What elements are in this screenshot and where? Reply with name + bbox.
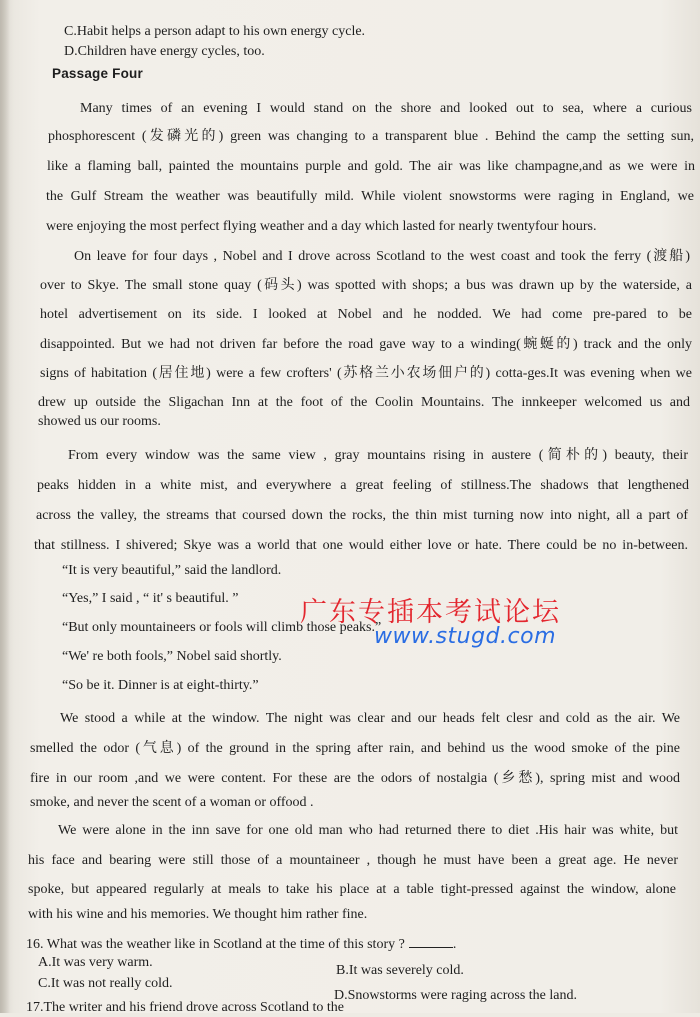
dialogue-line-1: “It is very beautiful,” said the landlord. xyxy=(62,563,282,578)
p5-line-4: with his wine and his memories. We thought him rather fine. xyxy=(28,907,368,922)
p2-line-2: over to Skye. The small stone quay (码头) was spotted with shops; a bus was drawn up by the waterside, a xyxy=(40,278,692,293)
p4-line-4: smoke, and never the scent of a woman or offood . xyxy=(30,795,314,810)
dialogue-line-2: “Yes,” I said , “ it' s beautiful. ” xyxy=(62,591,239,606)
p1-line-4: the Gulf Stream the weather was beautifully mild. While violent snowstorms were raging in England, we xyxy=(46,189,694,204)
p2-line-7: showed us our rooms. xyxy=(38,414,161,429)
question-16-stem xyxy=(26,935,456,954)
p3-line-4: that stillness. I shivered; Skye was a world that one would either love or hate. There could be no in-between. xyxy=(34,538,688,553)
p2-line-5: signs of habitation (居住地) were a few crofters' (苏格兰小农场佃户的) cotta-ges.It was evening when we xyxy=(40,366,692,381)
p5-line-3: spoke, but appeared regularly at meals to take his place at a table tight-pressed against the window, alone xyxy=(28,882,676,897)
option-d-previous: D.Children have energy cycles, too. xyxy=(64,44,265,59)
dialogue-line-5: “So be it. Dinner is at eight-thirty.” xyxy=(62,678,259,693)
dialogue-line-4: “We' re both fools,” Nobel said shortly. xyxy=(62,649,282,664)
p4-line-1: We stood a while at the window. The night was clear and our heads felt clesr and cold as the air. We xyxy=(60,711,680,726)
p5-line-1: We were alone in the inn save for one old man who had returned there to diet .His hair was white, but xyxy=(58,823,678,838)
question-16-end: . xyxy=(452,937,457,952)
question-16-option-c: C.It was not really cold. xyxy=(38,976,173,991)
option-c-previous: C.Habit helps a person adapt to his own energy cycle. xyxy=(64,24,366,39)
p2-line-3: hotel advertisement on its side. I looked at Nobel and he nodded. We had come pre-pared to be xyxy=(40,307,692,322)
p1-line-3: like a flaming ball, painted the mountains purple and gold. The air was like champagne,and as we were in xyxy=(47,159,695,174)
p3-line-1: From every window was the same view , gray mountains rising in austere (简朴的) beauty, their xyxy=(68,448,688,463)
passage-title: Passage Four xyxy=(52,66,143,81)
p5-line-2: his face and bearing were still those of a mountaineer , though he must have been a great age. He never xyxy=(28,853,678,868)
forum-watermark-url: www.stugd.com xyxy=(374,624,557,649)
question-16-option-b: B.It was severely cold. xyxy=(336,963,464,978)
p4-line-2: smelled the odor (气息) of the ground in the spring after rain, and behind us the wood smoke of the pine xyxy=(30,741,680,756)
question-17-partial: 17.The writer and his friend drove across Scotland to the xyxy=(26,1000,345,1015)
p2-line-1: On leave for four days , Nobel and I drove across Scotland to the west coast and took the ferry (渡船) xyxy=(74,249,690,264)
p2-line-4: disappointed. But we had not driven far before the road gave way to a winding(蜿蜒的) track and the only xyxy=(40,337,692,352)
question-16-option-d: D.Snowstorms were raging across the land. xyxy=(334,988,578,1003)
p3-line-2: peaks hidden in a white mist, and everywhere a great feeling of stillness.The shadows that lengthened xyxy=(37,478,689,493)
p3-line-3: across the valley, the streams that coursed down the rocks, the thin mist turning now into night, all a part of xyxy=(36,508,688,523)
p1-line-2: phosphorescent (发磷光的) green was changing to a transparent blue . Behind the camp the setting sun, xyxy=(48,129,694,144)
p1-line-5: were enjoying the most perfect flying weather and a day which lasted for nearly twentyfour hours. xyxy=(46,219,597,234)
p2-line-6: drew up outside the Sligachan Inn at the foot of the Coolin Mountains. The innkeeper welcomed us and xyxy=(38,395,690,410)
answer-blank xyxy=(409,935,453,948)
question-16-option-a: A.It was very warm. xyxy=(38,955,153,970)
p4-line-3: fire in our room ,and we were content. For these are the odors of nostalgia (乡愁), spring mist and wood xyxy=(30,771,680,786)
dialogue-line-3: “But only mountaineers or fools will climb those peaks.” xyxy=(62,620,382,635)
p1-line-1: Many times of an evening I would stand on the shore and looked out to sea, where a curious xyxy=(80,101,692,116)
question-16-text: 16. What was the weather like in Scotland at the time of this story ? xyxy=(26,937,405,952)
forum-watermark-chinese: 广东专插本考试论坛 xyxy=(300,597,561,628)
